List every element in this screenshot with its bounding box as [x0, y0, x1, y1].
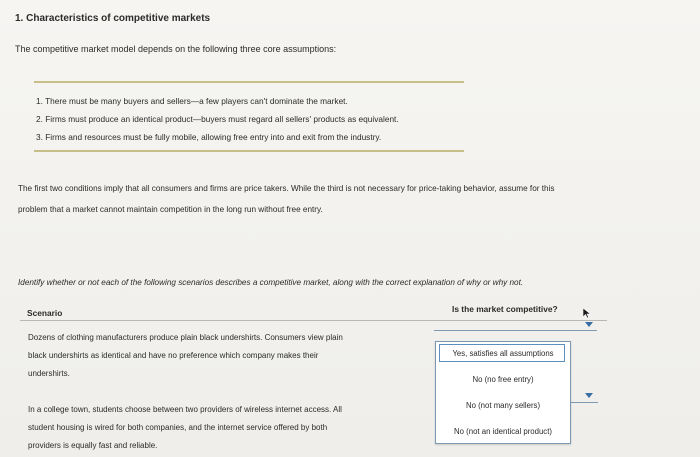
competitive-column-header: Is the market competitive?	[452, 304, 558, 314]
dropdown-2-bar[interactable]	[570, 402, 598, 403]
assumption-2: 2. Firms must produce an identical product—buyers must regard all sellers' products as equivalent.	[36, 114, 399, 124]
table-header-rule	[20, 320, 607, 321]
question-title: 1. Characteristics of competitive markets	[15, 13, 211, 24]
assumption-3: 3. Firms and resources must be fully mobile, allowing free entry into and exit from the industry.	[36, 132, 382, 142]
paragraph-line-1: The first two conditions imply that all consumers and firms are price takers. While the third is not necessary for price-taking behavior, assume for this	[18, 184, 555, 193]
dropdown-option-not-identical[interactable]: No (not an identical product)	[454, 427, 552, 436]
scenario-2-line-2: student housing is wired for both companies, and the internet service offered by both	[28, 423, 328, 432]
dropdown-option-not-many-sellers[interactable]: No (not many sellers)	[465, 401, 541, 410]
assumptions-bottom-rule	[34, 150, 464, 152]
dropdown-option-yes[interactable]: Yes, satisfies all assumptions	[452, 349, 554, 358]
assumptions-top-rule	[34, 81, 464, 83]
scenario-column-header: Scenario	[27, 308, 63, 318]
paragraph-line-2: problem that a market cannot maintain competition in the long run without free entry.	[18, 205, 323, 214]
dropdown-1-caret-icon[interactable]	[585, 322, 593, 327]
dropdown-2-caret-icon[interactable]	[585, 393, 593, 398]
intro-text: The competitive market model depends on the following three core assumptions:	[15, 44, 337, 54]
scenario-2-line-1: In a college town, students choose between two providers of wireless internet access. All	[28, 405, 342, 414]
assumption-1: 1. There must be many buyers and sellers—a few players can't dominate the market.	[36, 96, 348, 106]
competitive-dropdown-menu[interactable]	[435, 341, 571, 444]
scenario-1-line-1: Dozens of clothing manufacturers produce plain black undershirts. Consumers view plain	[28, 333, 343, 342]
dropdown-option-no-free-entry[interactable]: No (no free entry)	[472, 375, 534, 384]
mouse-cursor-icon	[583, 305, 591, 315]
scenario-1-line-2: black undershirts as identical and have no preference which company makes their	[28, 351, 319, 360]
scenario-1-line-3: undershirts.	[28, 369, 70, 378]
dropdown-1-bar[interactable]	[434, 330, 597, 331]
scenario-2-line-3: providers is equally fast and reliable.	[28, 441, 158, 450]
instruction-text: Identify whether or not each of the following scenarios describes a competitive market, along with the correct explanation of why or why not.	[18, 278, 524, 287]
